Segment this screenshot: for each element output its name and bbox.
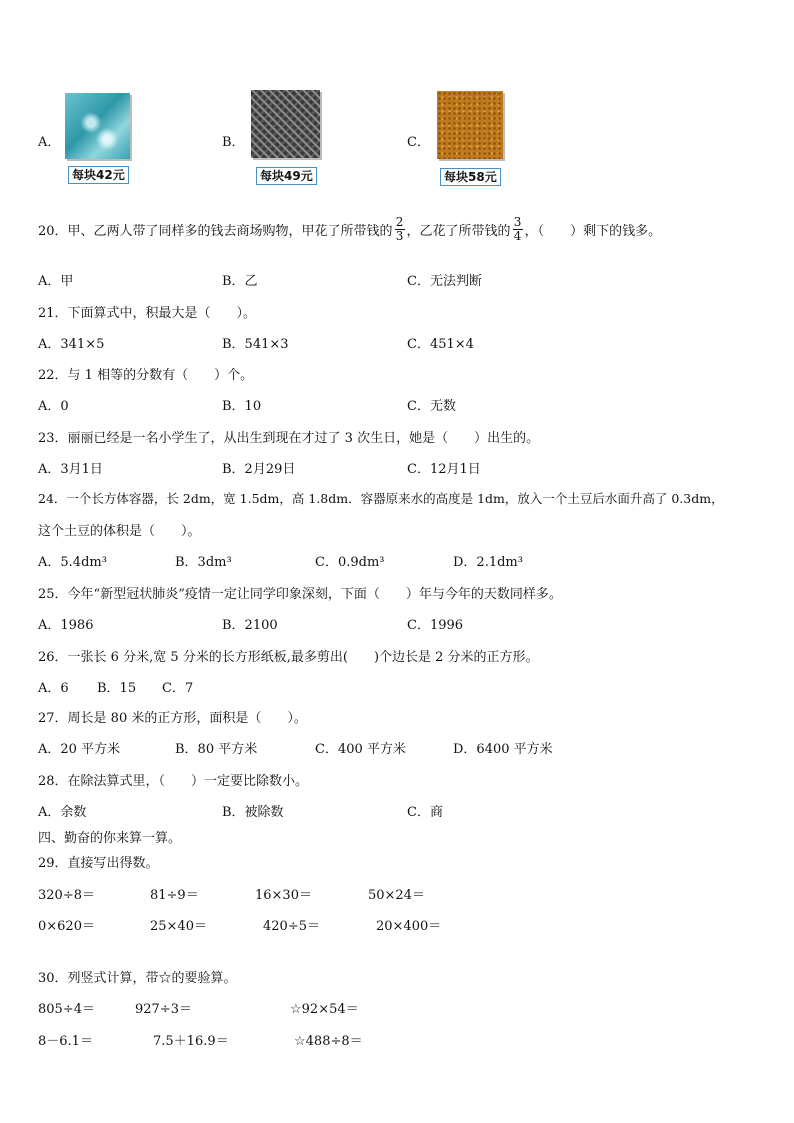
q23-option-a: A．3月1日 xyxy=(38,462,103,477)
q29-item: 50×24＝ xyxy=(368,888,425,903)
q27-option-d: D．6400 平方米 xyxy=(453,742,553,757)
q21-option-c: C．451×4 xyxy=(407,337,474,352)
q21-option-a: A．341×5 xyxy=(38,337,105,352)
price-tag-a: 每块42元 xyxy=(68,166,129,184)
q29-item: 0×620＝ xyxy=(38,919,95,934)
cork-tile-image xyxy=(437,91,503,159)
q24-option-b: B．3dm³ xyxy=(175,555,232,570)
question-21-stem: 21．下面算式中，积最大是（ ）。 xyxy=(38,306,257,321)
q29-item: 420÷5＝ xyxy=(263,919,320,934)
q30-item: ☆488÷8＝ xyxy=(294,1034,363,1049)
fraction-three-quarters: $\frac{3}{4}$ xyxy=(513,215,522,243)
q29-item: 81÷9＝ xyxy=(150,888,199,903)
q26-option-a: A．6 xyxy=(38,681,69,696)
q25-option-b: B．2100 xyxy=(222,618,278,633)
q27-option-a: A．20 平方米 xyxy=(38,742,121,757)
q30-item: 927÷3＝ xyxy=(135,1002,192,1017)
option-c-letter: C． xyxy=(407,135,430,150)
q20-option-b: B．乙 xyxy=(222,274,258,289)
q29-item: 16×30＝ xyxy=(255,888,312,903)
q24-option-a: A．5.4dm³ xyxy=(38,555,107,570)
question-24-stem-line2: 这个土豆的体积是（ ）。 xyxy=(38,524,201,539)
q27-option-c: C．400 平方米 xyxy=(315,742,406,757)
q20-option-c: C．无法判断 xyxy=(407,274,482,289)
q30-item: ☆92×54＝ xyxy=(290,1002,359,1017)
question-23-stem: 23．丽丽已经是一名小学生了，从出生到现在才过了 3 次生日，她是（ ）出生的。 xyxy=(38,431,540,446)
q30-item: 8－6.1＝ xyxy=(38,1034,93,1049)
question-30-stem: 30．列竖式计算，带☆的要验算。 xyxy=(38,971,237,986)
q20-option-a: A．甲 xyxy=(38,274,74,289)
q28-option-a: A．余数 xyxy=(38,805,87,820)
marble-tile-image xyxy=(65,93,130,159)
q29-item: 20×400＝ xyxy=(376,919,442,934)
q21-option-b: B．541×3 xyxy=(222,337,289,352)
q28-option-c: C．商 xyxy=(407,805,443,820)
q24-option-c: C．0.9dm³ xyxy=(315,555,385,570)
q22-option-b: B．10 xyxy=(222,399,262,414)
question-29-stem: 29．直接写出得数。 xyxy=(38,856,159,871)
section-4-heading: 四、勤奋的你来算一算。 xyxy=(38,831,182,846)
question-27-stem: 27．周长是 80 米的正方形，面积是（ ）。 xyxy=(38,711,307,726)
q24-option-d: D．2.1dm³ xyxy=(453,555,523,570)
herringbone-tile-image xyxy=(251,90,320,158)
question-20-stem: 20．甲、乙两人带了同样多的钱去商场购物，甲花了所带钱的 $\frac{2}{3}$ ，乙花了所带钱的 $\frac{3}{4}$ ，（ ）剩下的钱多。 xyxy=(38,215,662,243)
option-a-letter: A． xyxy=(38,135,61,150)
q29-item: 25×40＝ xyxy=(150,919,207,934)
q28-option-b: B．被除数 xyxy=(222,805,284,820)
q25-option-c: C．1996 xyxy=(407,618,464,633)
q25-option-a: A．1986 xyxy=(38,618,94,633)
fraction-two-thirds: $\frac{2}{3}$ xyxy=(395,215,404,243)
question-24-stem-line1: 24．一个长方体容器，长 2dm，宽 1.5dm，高 1.8dm．容器原来水的高度是 1dm，放入一个土豆后水面升高了 0.3dm， xyxy=(38,491,724,506)
price-tag-c: 每块58元 xyxy=(440,168,501,186)
q23-option-c: C．12月1日 xyxy=(407,462,481,477)
q29-item: 320÷8＝ xyxy=(38,888,95,903)
q22-option-a: A．0 xyxy=(38,399,69,414)
q30-item: 805÷4＝ xyxy=(38,1002,95,1017)
question-26-stem: 26．一张长 6 分米,宽 5 分米的长方形纸板,最多剪出( )个边长是 2 分米的正方形。 xyxy=(38,650,539,665)
q22-option-c: C．无数 xyxy=(407,399,456,414)
question-25-stem: 25．今年“新型冠状肺炎”疫情一定让同学印象深刻，下面（ ）年与今年的天数同样多。 xyxy=(38,587,562,602)
q26-option-b: B．15 xyxy=(97,681,137,696)
q26-option-c: C．7 xyxy=(162,681,194,696)
q23-option-b: B．2月29日 xyxy=(222,462,296,477)
option-b-letter: B． xyxy=(222,135,245,150)
question-22-stem: 22．与 1 相等的分数有（ ）个。 xyxy=(38,368,254,383)
question-28-stem: 28．在除法算式里，（ ）一定要比除数小。 xyxy=(38,774,309,789)
q27-option-b: B．80 平方米 xyxy=(175,742,258,757)
price-tag-b: 每块49元 xyxy=(256,167,317,185)
q30-item: 7.5＋16.9＝ xyxy=(153,1034,229,1049)
